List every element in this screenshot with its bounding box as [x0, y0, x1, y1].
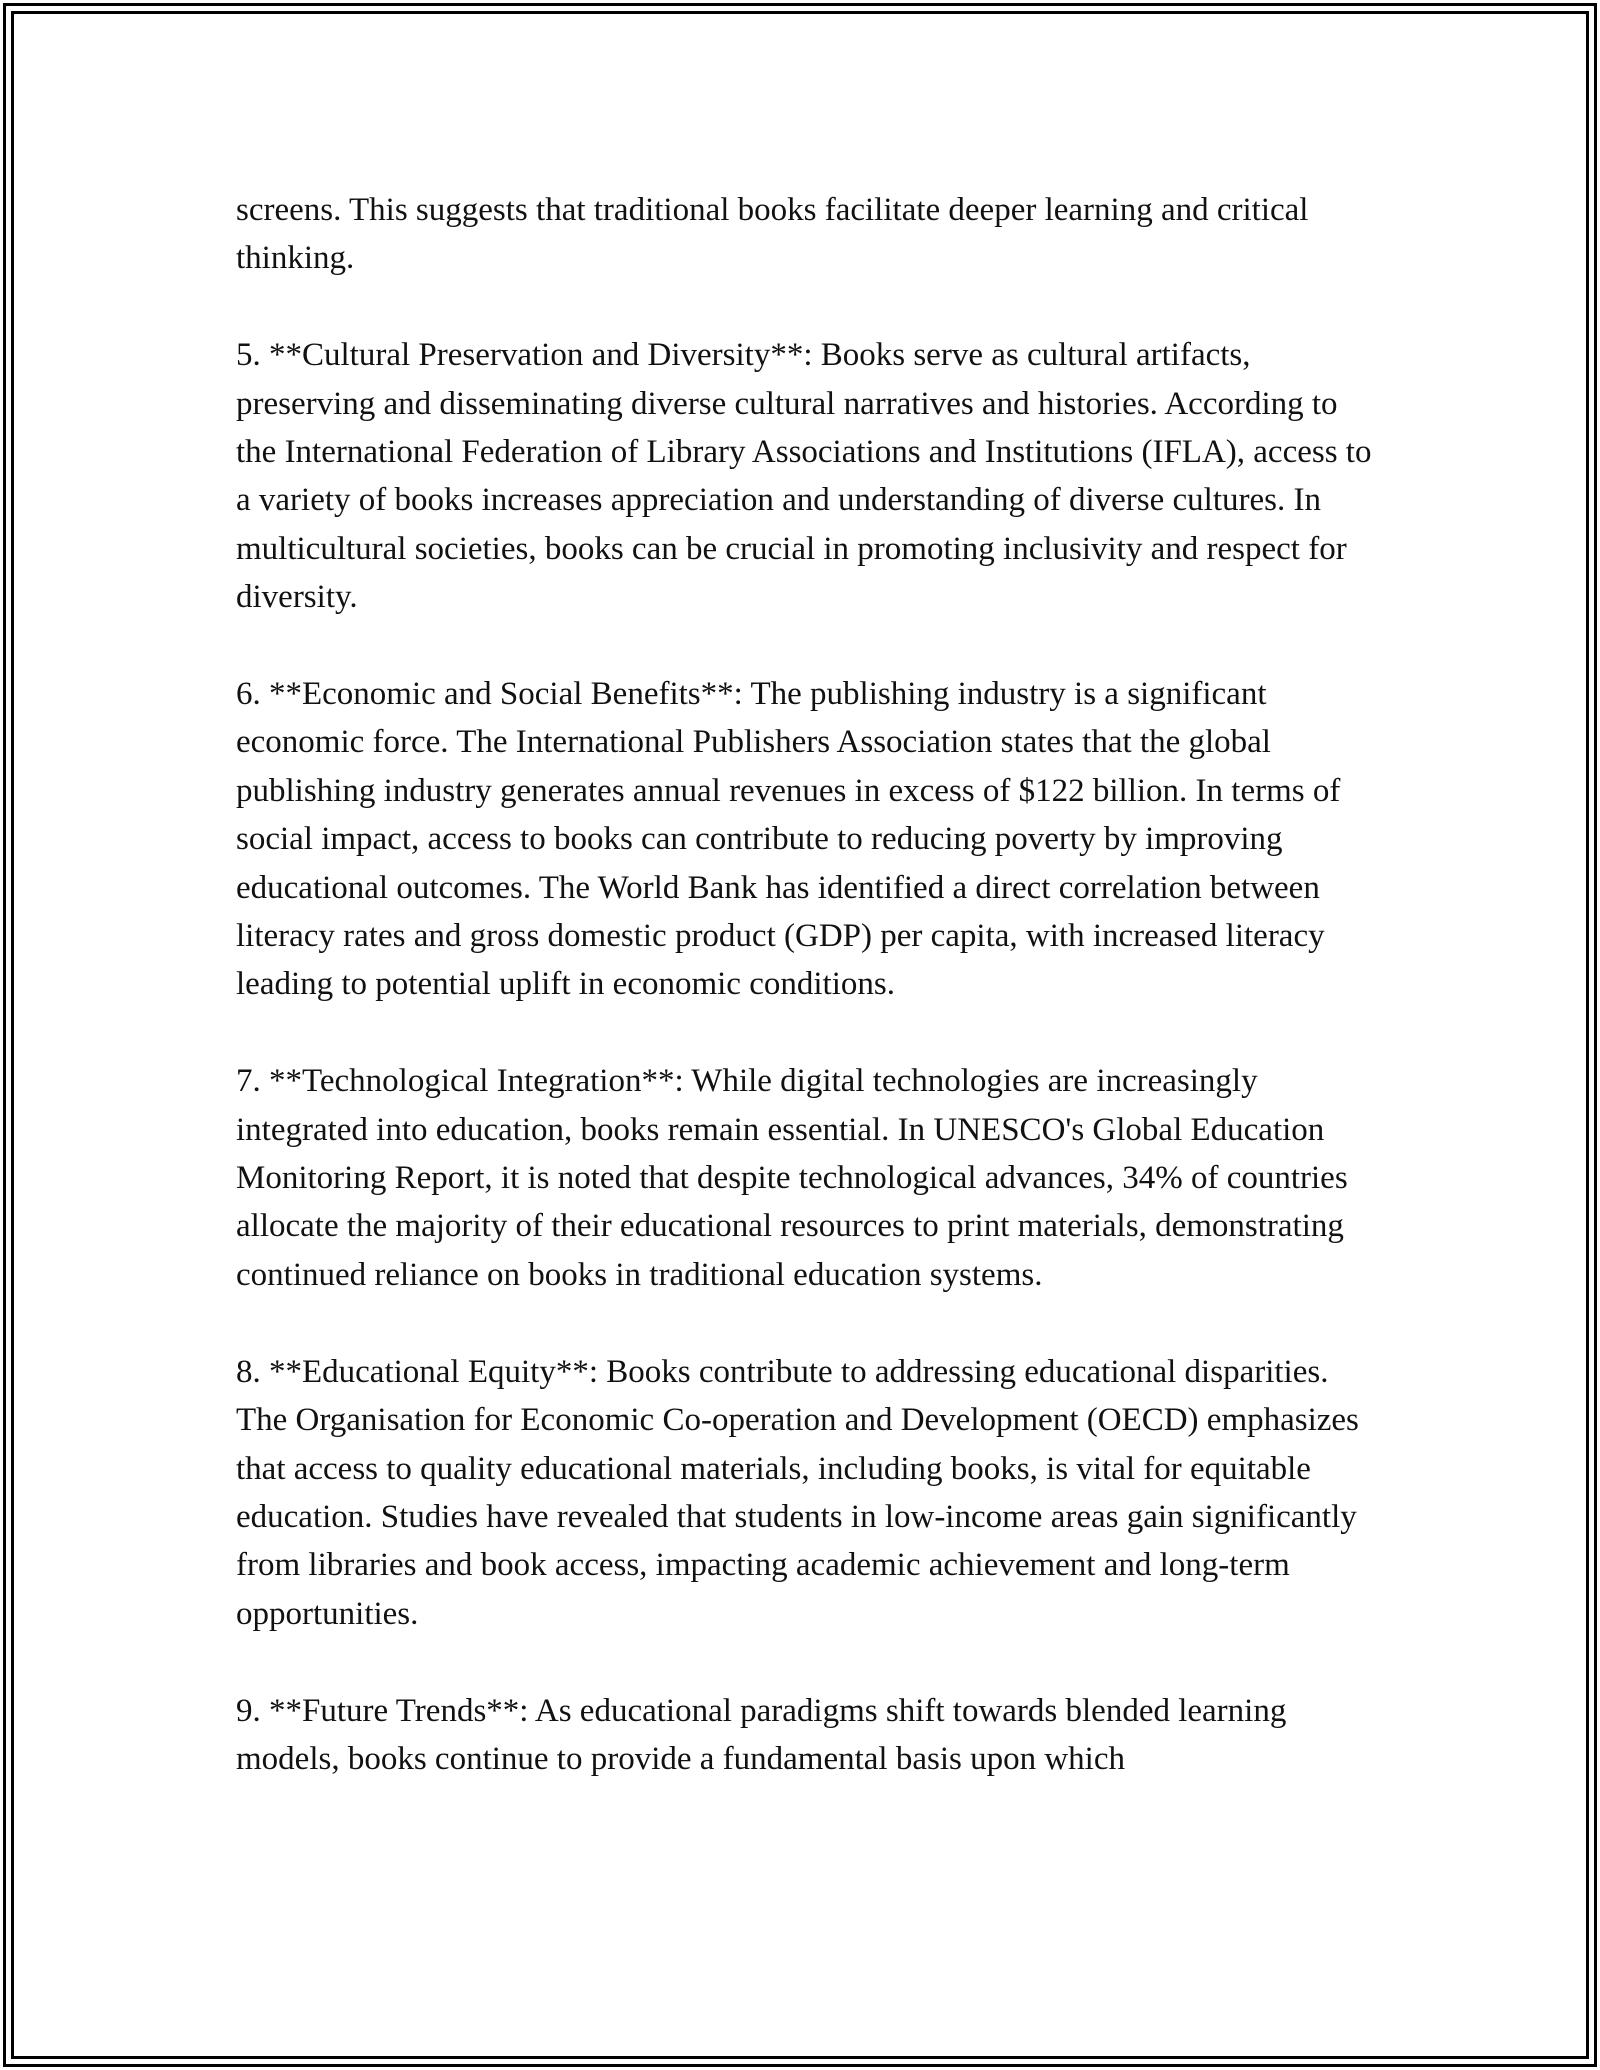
document-body	[236, 186, 1386, 1832]
paragraph-cultural-preservation: 5. **Cultural Preservation and Diversity**: Books serve as cultural artifacts, preserving and disseminating diverse cultural narratives and histories. According to the International Federation of Library Associations and Institutions (IFLA), access to a variety of books increases appreciation and understanding of diverse cultures. In multicultural societies, books can be crucial in promoting inclusivity and respect for diversity.	[236, 337, 1372, 616]
paragraph-future-trends: 9. **Future Trends**: As educational paradigms shift towards blended learning models, books continue to provide a fundamental basis upon which	[236, 1692, 1287, 1777]
paragraph-economic-social-benefits: 6. **Economic and Social Benefits**: The publishing industry is a significant economic force. The International Publishers Association states that the global publishing industry generates annual revenues in excess of $122 billion. In terms of social impact, access to books can contribute to reducing poverty by improving educational outcomes. The World Bank has identified a direct correlation between literacy rates and gross domestic product (GDP) per capita, with increased literacy leading to potential uplift in economic conditions.	[236, 676, 1341, 1003]
paragraph-educational-equity: 8. **Educational Equity**: Books contribute to addressing educational disparities. The Organisation for Economic Co-operation and Development (OECD) emphasizes that access to quality educational materials, including books, is vital for equitable education. Studies have revealed that students in low-income areas gain significantly from libraries and book access, impacting academic achievement and long-term opportunities.	[236, 1353, 1359, 1632]
paragraph-technological-integration: 7. **Technological Integration**: While digital technologies are increasingly integrated into education, books remain essential. In UNESCO's Global Education Monitoring Report, it is noted that despite technological advances, 34% of countries allocate the majority of their educational resources to print materials, demonstrating continued reliance on books in traditional education systems.	[236, 1063, 1348, 1293]
paragraph-continuation: screens. This suggests that traditional books facilitate deeper learning and critical thinking.	[236, 192, 1309, 277]
